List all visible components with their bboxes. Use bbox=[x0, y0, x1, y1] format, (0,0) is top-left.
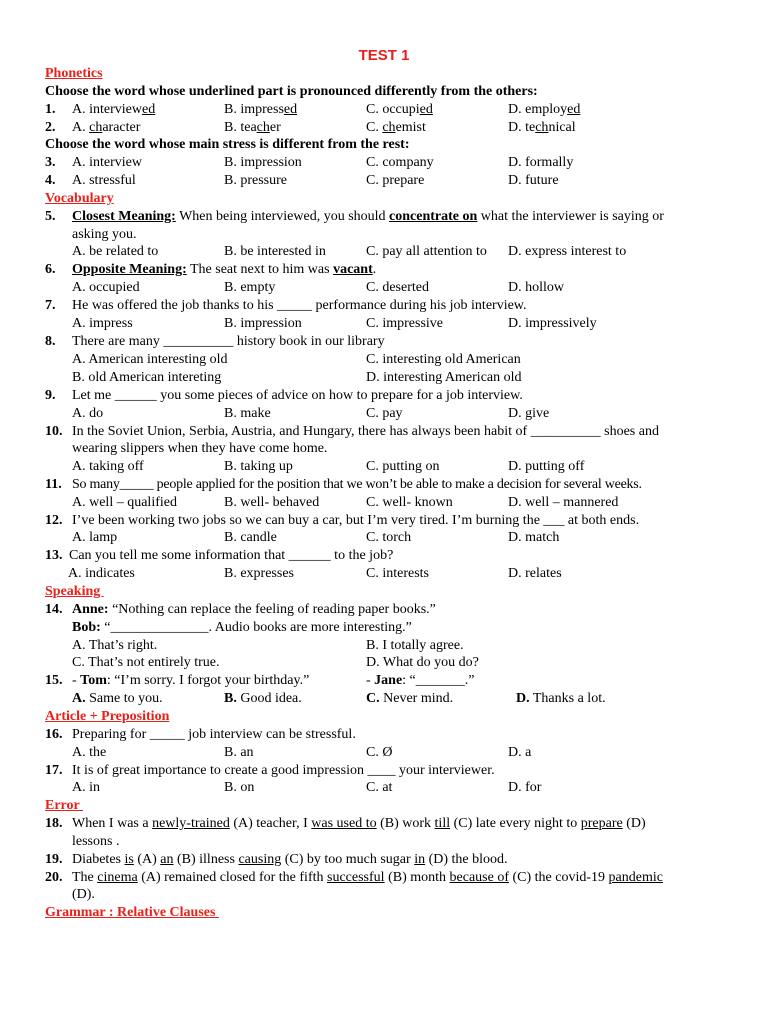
option-b: B. candle bbox=[224, 530, 277, 545]
option-b: B. make bbox=[224, 406, 271, 421]
option-b: B. on bbox=[224, 780, 255, 795]
question-stem: So many_____ people applied for the position that we won’t be able to make a decision for several weeks. bbox=[72, 477, 642, 492]
dialogue-line-2: - Jane: “_______.” bbox=[366, 673, 475, 688]
option-c: C. pay bbox=[366, 406, 403, 421]
question-stem-line2: wearing slippers when they have come home. bbox=[72, 441, 328, 456]
option-a: A. character bbox=[72, 120, 141, 135]
question-stem-line2: asking you. bbox=[72, 227, 137, 242]
question-stem-line2: (D). bbox=[72, 887, 95, 902]
option-a: A. taking off bbox=[72, 459, 144, 474]
question-stem: He was offered the job thanks to his _____ performance during his job interview. bbox=[72, 298, 527, 313]
option-b: B. impression bbox=[224, 155, 302, 170]
option-a: A. well – qualified bbox=[72, 495, 177, 510]
option-a: A. That’s right. bbox=[72, 638, 158, 653]
option-d: D. putting off bbox=[508, 459, 585, 474]
question-number: 4. bbox=[45, 173, 56, 188]
question-stem: Diabetes is (A) an (B) illness causing (C) by too much sugar in (D) the blood. bbox=[72, 852, 508, 867]
option-a: A. stressful bbox=[72, 173, 136, 188]
option-c: C. That’s not entirely true. bbox=[72, 655, 220, 670]
question-number: 10. bbox=[45, 424, 63, 439]
question-stem: Let me ______ you some pieces of advice on how to prepare for a job interview. bbox=[72, 388, 523, 403]
option-b: B. teacher bbox=[224, 120, 281, 135]
option-b: B. pressure bbox=[224, 173, 287, 188]
option-d: D. What do you do? bbox=[366, 655, 479, 670]
option-c: C. at bbox=[366, 780, 393, 795]
option-a: A. lamp bbox=[72, 530, 118, 545]
option-b: B. taking up bbox=[224, 459, 293, 474]
option-a: A. be related to bbox=[72, 244, 159, 259]
section-article-preposition: Article + Preposition bbox=[45, 709, 170, 724]
option-d: D. employed bbox=[508, 102, 581, 117]
question-number: 16. bbox=[45, 727, 63, 742]
question-number: 2. bbox=[45, 120, 56, 135]
option-d: D. match bbox=[508, 530, 560, 545]
instruction-pronunciation: Choose the word whose underlined part is pronounced differently from the others: bbox=[45, 84, 538, 99]
dialogue-line-1: - Tom: “I’m sorry. I forgot your birthday.” bbox=[72, 673, 310, 688]
option-d: D. for bbox=[508, 780, 542, 795]
option-c: C. well- known bbox=[366, 495, 453, 510]
question-stem: In the Soviet Union, Serbia, Austria, and Hungary, there has always been habit of __________ shoes and bbox=[72, 424, 659, 439]
option-b: B. well- behaved bbox=[224, 495, 320, 510]
option-c: C. Ø bbox=[366, 745, 393, 760]
question-number: 7. bbox=[45, 298, 56, 313]
section-phonetics: Phonetics bbox=[45, 66, 103, 81]
question-number: 13. bbox=[45, 548, 63, 563]
option-c: C. Never mind. bbox=[366, 691, 454, 706]
section-grammar-relative-clauses: Grammar : Relative Clauses bbox=[45, 905, 219, 920]
question-number: 12. bbox=[45, 513, 63, 528]
question-number: 19. bbox=[45, 852, 63, 867]
question-stem: When I was a newly-trained (A) teacher, I was used to (B) work till (C) late every night to prepare (D) bbox=[72, 816, 646, 831]
question-number: 5. bbox=[45, 209, 56, 224]
test-title: TEST 1 bbox=[358, 47, 410, 64]
option-a: A. in bbox=[72, 780, 100, 795]
option-b: B. empty bbox=[224, 280, 276, 295]
option-c: C. putting on bbox=[366, 459, 440, 474]
question-stem: Can you tell me some information that ______ to the job? bbox=[69, 548, 394, 563]
option-c: C. torch bbox=[366, 530, 412, 545]
question-stem: It is of great importance to create a good impression ____ your interviewer. bbox=[72, 763, 495, 778]
option-b: B. an bbox=[224, 745, 254, 760]
option-b: B. I totally agree. bbox=[366, 638, 464, 653]
question-number: 1. bbox=[45, 102, 56, 117]
option-d: D. Thanks a lot. bbox=[516, 691, 606, 706]
option-c: C. interests bbox=[366, 566, 429, 581]
option-c: C. deserted bbox=[366, 280, 429, 295]
question-number: 18. bbox=[45, 816, 63, 831]
option-d: D. interesting American old bbox=[366, 370, 522, 385]
option-a: A. interview bbox=[72, 155, 142, 170]
option-a: A. the bbox=[72, 745, 107, 760]
option-b: B. impression bbox=[224, 316, 302, 331]
option-d: D. future bbox=[508, 173, 559, 188]
option-d: D. impressively bbox=[508, 316, 597, 331]
section-vocabulary: Vocabulary bbox=[45, 191, 114, 206]
question-number: 20. bbox=[45, 870, 63, 885]
option-a: A. Same to you. bbox=[72, 691, 163, 706]
dialogue-line-1: Anne: “Nothing can replace the feeling of reading paper books.” bbox=[72, 602, 436, 617]
question-stem: Preparing for _____ job interview can be stressful. bbox=[72, 727, 356, 742]
option-d: D. formally bbox=[508, 155, 574, 170]
question-number: 8. bbox=[45, 334, 56, 349]
option-d: D. give bbox=[508, 406, 550, 421]
section-error: Error bbox=[45, 798, 83, 813]
question-stem: There are many __________ history book in our library bbox=[72, 334, 385, 349]
option-b: B. impressed bbox=[224, 102, 298, 117]
option-c: C. prepare bbox=[366, 173, 425, 188]
question-number: 11. bbox=[45, 477, 62, 492]
option-b: B. old American intereting bbox=[72, 370, 222, 385]
option-c: C. occupied bbox=[366, 102, 433, 117]
question-number: 17. bbox=[45, 763, 63, 778]
question-stem: I’ve been working two jobs so we can buy a car, but I’m very tired. I’m burning the ___ at both ends. bbox=[72, 513, 640, 528]
question-number: 6. bbox=[45, 262, 56, 277]
option-d: D. a bbox=[508, 745, 532, 760]
option-d: D. technical bbox=[508, 120, 576, 135]
option-c: C. impressive bbox=[366, 316, 443, 331]
option-a: A. interviewed bbox=[72, 102, 156, 117]
option-d: D. relates bbox=[508, 566, 562, 581]
dialogue-line-2: Bob: “______________. Audio books are more interesting.” bbox=[72, 620, 412, 635]
question-number: 9. bbox=[45, 388, 56, 403]
option-b: B. Good idea. bbox=[224, 691, 302, 706]
option-b: B. expresses bbox=[224, 566, 294, 581]
instruction-stress: Choose the word whose main stress is different from the rest: bbox=[45, 137, 410, 152]
question-stem-line2: lessons . bbox=[72, 834, 120, 849]
question-number: 15. bbox=[45, 673, 63, 688]
question-number: 14. bbox=[45, 602, 63, 617]
section-speaking: Speaking bbox=[45, 584, 104, 599]
option-a: A. do bbox=[72, 406, 104, 421]
option-c: C. pay all attention to bbox=[366, 244, 487, 259]
option-a: A. indicates bbox=[68, 566, 135, 581]
option-d: D. well – mannered bbox=[508, 495, 619, 510]
option-c: C. interesting old American bbox=[366, 352, 521, 367]
option-a: A. impress bbox=[72, 316, 133, 331]
question-stem: Closest Meaning: When being interviewed, you should concentrate on what the interviewer is saying or bbox=[72, 209, 664, 224]
option-c: C. chemist bbox=[366, 120, 426, 135]
option-d: D. hollow bbox=[508, 280, 564, 295]
question-number: 3. bbox=[45, 155, 56, 170]
option-a: A. occupied bbox=[72, 280, 140, 295]
option-b: B. be interested in bbox=[224, 244, 326, 259]
question-stem: Opposite Meaning: The seat next to him was vacant. bbox=[72, 262, 377, 277]
question-stem: The cinema (A) remained closed for the fifth successful (B) month because of (C) the covid-19 pandemic bbox=[72, 870, 663, 885]
option-a: A. American interesting old bbox=[72, 352, 228, 367]
option-c: C. company bbox=[366, 155, 434, 170]
option-d: D. express interest to bbox=[508, 244, 627, 259]
